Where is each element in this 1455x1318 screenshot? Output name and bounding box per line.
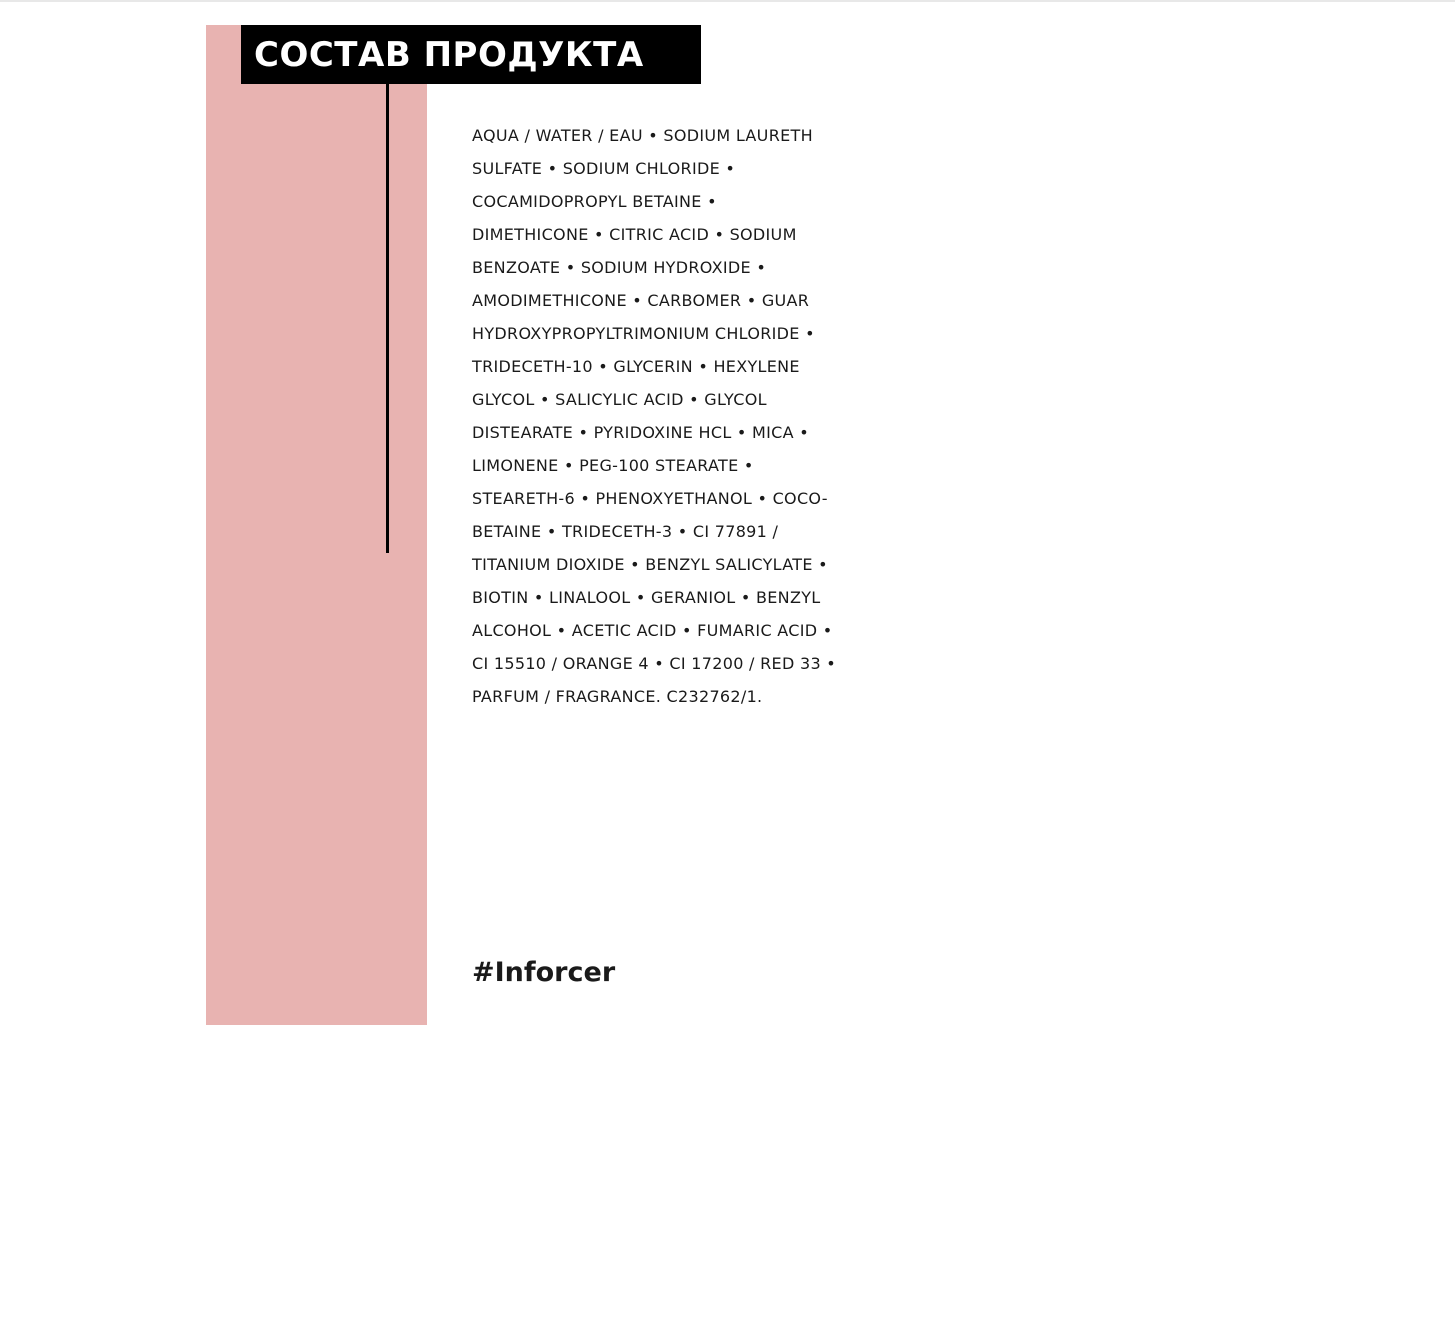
ingredients-line: AQUA / WATER / EAU • SODIUM LAURETH — [472, 126, 813, 145]
section-title-box — [241, 25, 701, 84]
ingredients-line: AMODIMETHICONE • CARBOMER • GUAR — [472, 291, 810, 310]
ingredients-line: COCAMIDOPROPYL BETAINE • — [472, 192, 717, 211]
ingredients-line: HYDROXYPROPYLTRIMONIUM CHLORIDE • — [472, 324, 815, 343]
ingredients-line: DISTEARATE • PYRIDOXINE HCL • MICA • — [472, 423, 810, 442]
ingredients-line: ALCOHOL • ACETIC ACID • FUMARIC ACID • — [472, 621, 833, 640]
section-title: СОСТАВ ПРОДУКТА — [254, 34, 644, 75]
top-divider — [0, 0, 1455, 2]
ingredients-line: DIMETHICONE • CITRIC ACID • SODIUM — [472, 225, 797, 244]
ingredients-line: CI 15510 / ORANGE 4 • CI 17200 / RED 33 • — [472, 654, 837, 673]
ingredients-line: TITANIUM DIOXIDE • BENZYL SALICYLATE • — [472, 555, 828, 574]
ingredients-line: BIOTIN • LINALOOL • GERANIOL • BENZYL — [472, 588, 821, 607]
ingredients-line: BENZOATE • SODIUM HYDROXIDE • — [472, 258, 767, 277]
ingredients-line: TRIDECETH-10 • GLYCERIN • HEXYLENE — [472, 357, 800, 376]
ingredients-line: PARFUM / FRAGRANCE. C232762/1. — [472, 687, 763, 706]
accent-band — [206, 25, 427, 1025]
ingredients-line: GLYCOL • SALICYLIC ACID • GLYCOL — [472, 390, 767, 409]
vertical-divider — [386, 84, 389, 553]
ingredients-list — [472, 119, 1192, 713]
product-hashtag: #Inforcer — [472, 957, 616, 988]
ingredients-line: SULFATE • SODIUM CHLORIDE • — [472, 159, 736, 178]
ingredients-line: STEARETH-6 • PHENOXYETHANOL • COCO- — [472, 489, 828, 508]
ingredients-line: BETAINE • TRIDECETH-3 • CI 77891 / — [472, 522, 779, 541]
ingredients-line: LIMONENE • PEG-100 STEARATE • — [472, 456, 754, 475]
